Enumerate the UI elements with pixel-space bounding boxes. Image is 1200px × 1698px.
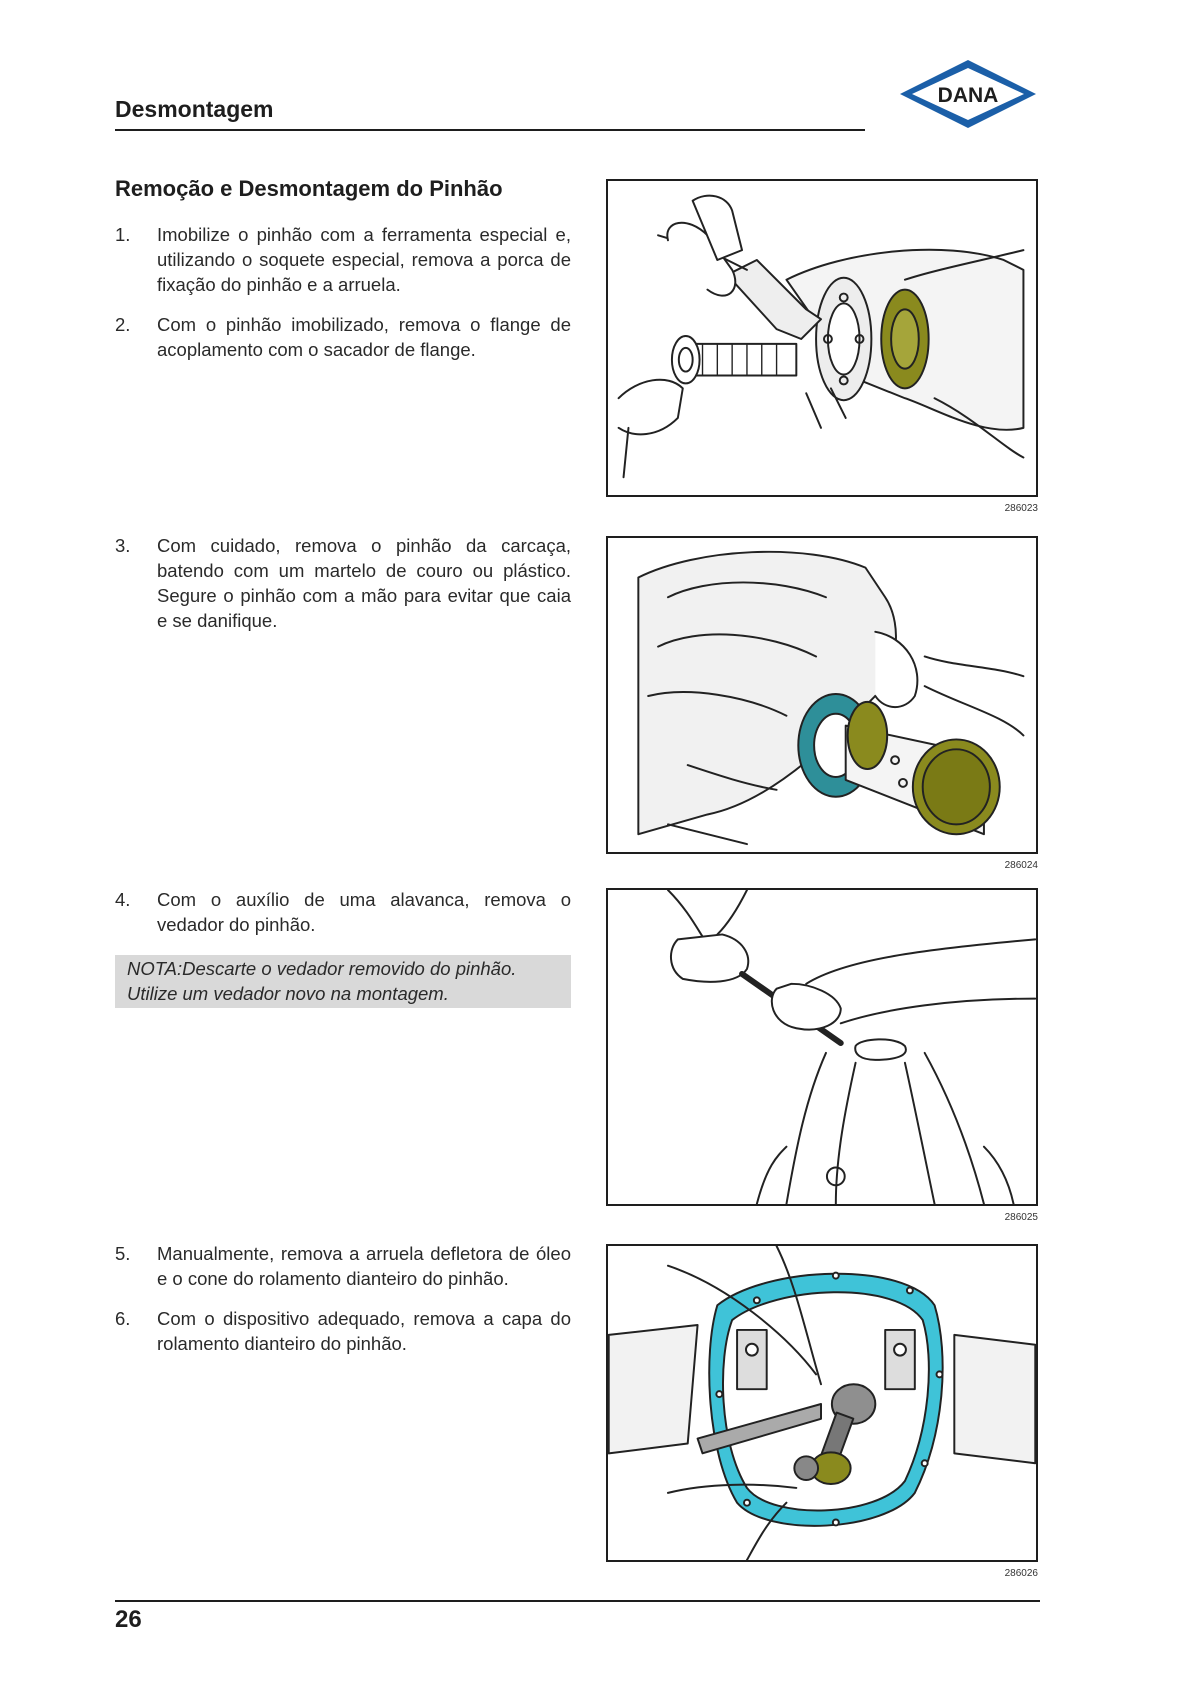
- note-box: NOTA:Descarte o vedador removido do pinhão. Utilize um vedador novo na montagem.: [115, 955, 571, 1008]
- figure-code: 286023: [1004, 503, 1038, 514]
- steps-group-4: [115, 1241, 571, 1371]
- step-text: Com cuidado, remova o pinhão da carcaça, batendo com um martelo de couro ou plástico. Segure o pinhão com a mão para evitar que caia e se danifique.: [157, 535, 571, 631]
- step-text: Imobilize o pinhão com a ferramenta especial e, utilizando o soquete especial, remova a porca de fixação do pinhão e a arruela.: [157, 224, 571, 295]
- step-number: 1.: [115, 224, 131, 245]
- step-number: 3.: [115, 535, 131, 556]
- figure-pinion-removal: [606, 536, 1038, 854]
- step-text: Manualmente, remova a arruela defletora de óleo e o cone do rolamento dianteiro do pinhão.: [157, 1243, 571, 1289]
- figure-code: 286026: [1004, 1568, 1038, 1579]
- step-item: [115, 1306, 571, 1356]
- steps-group-1: [115, 222, 571, 377]
- section-title: Remoção e Desmontagem do Pinhão: [115, 176, 503, 201]
- page-number: 26: [115, 1606, 142, 1633]
- step-text: Com o auxílio de uma alavanca, remova o vedador do pinhão.: [157, 889, 571, 935]
- figure-seal-removal: [606, 888, 1038, 1206]
- steps-group-3: [115, 887, 571, 952]
- step-number: 5.: [115, 1243, 131, 1264]
- step-item: [115, 1241, 571, 1291]
- header-title: Desmontagem: [115, 96, 274, 122]
- logo-wordmark: DANA: [937, 84, 999, 107]
- step-item: [115, 533, 571, 633]
- step-number: 6.: [115, 1308, 131, 1329]
- figure-bearing-cup-removal: [606, 1244, 1038, 1562]
- figure-flange-removal: [606, 179, 1038, 497]
- steps-group-2: [115, 533, 571, 648]
- step-text: Com o pinhão imobilizado, remova o flange de acoplamento com o sacador de flange.: [157, 314, 571, 360]
- step-item: [115, 312, 571, 362]
- figure-code: 286025: [1004, 1212, 1038, 1223]
- dana-logo: [896, 56, 1040, 132]
- footer-divider: [115, 1600, 1040, 1602]
- figure-code: 286024: [1004, 860, 1038, 871]
- step-number: 2.: [115, 314, 131, 335]
- step-item: [115, 222, 571, 297]
- step-item: [115, 887, 571, 937]
- step-number: 4.: [115, 889, 131, 910]
- header-divider: [115, 129, 865, 131]
- step-text: Com o dispositivo adequado, remova a capa do rolamento dianteiro do pinhão.: [157, 1308, 571, 1354]
